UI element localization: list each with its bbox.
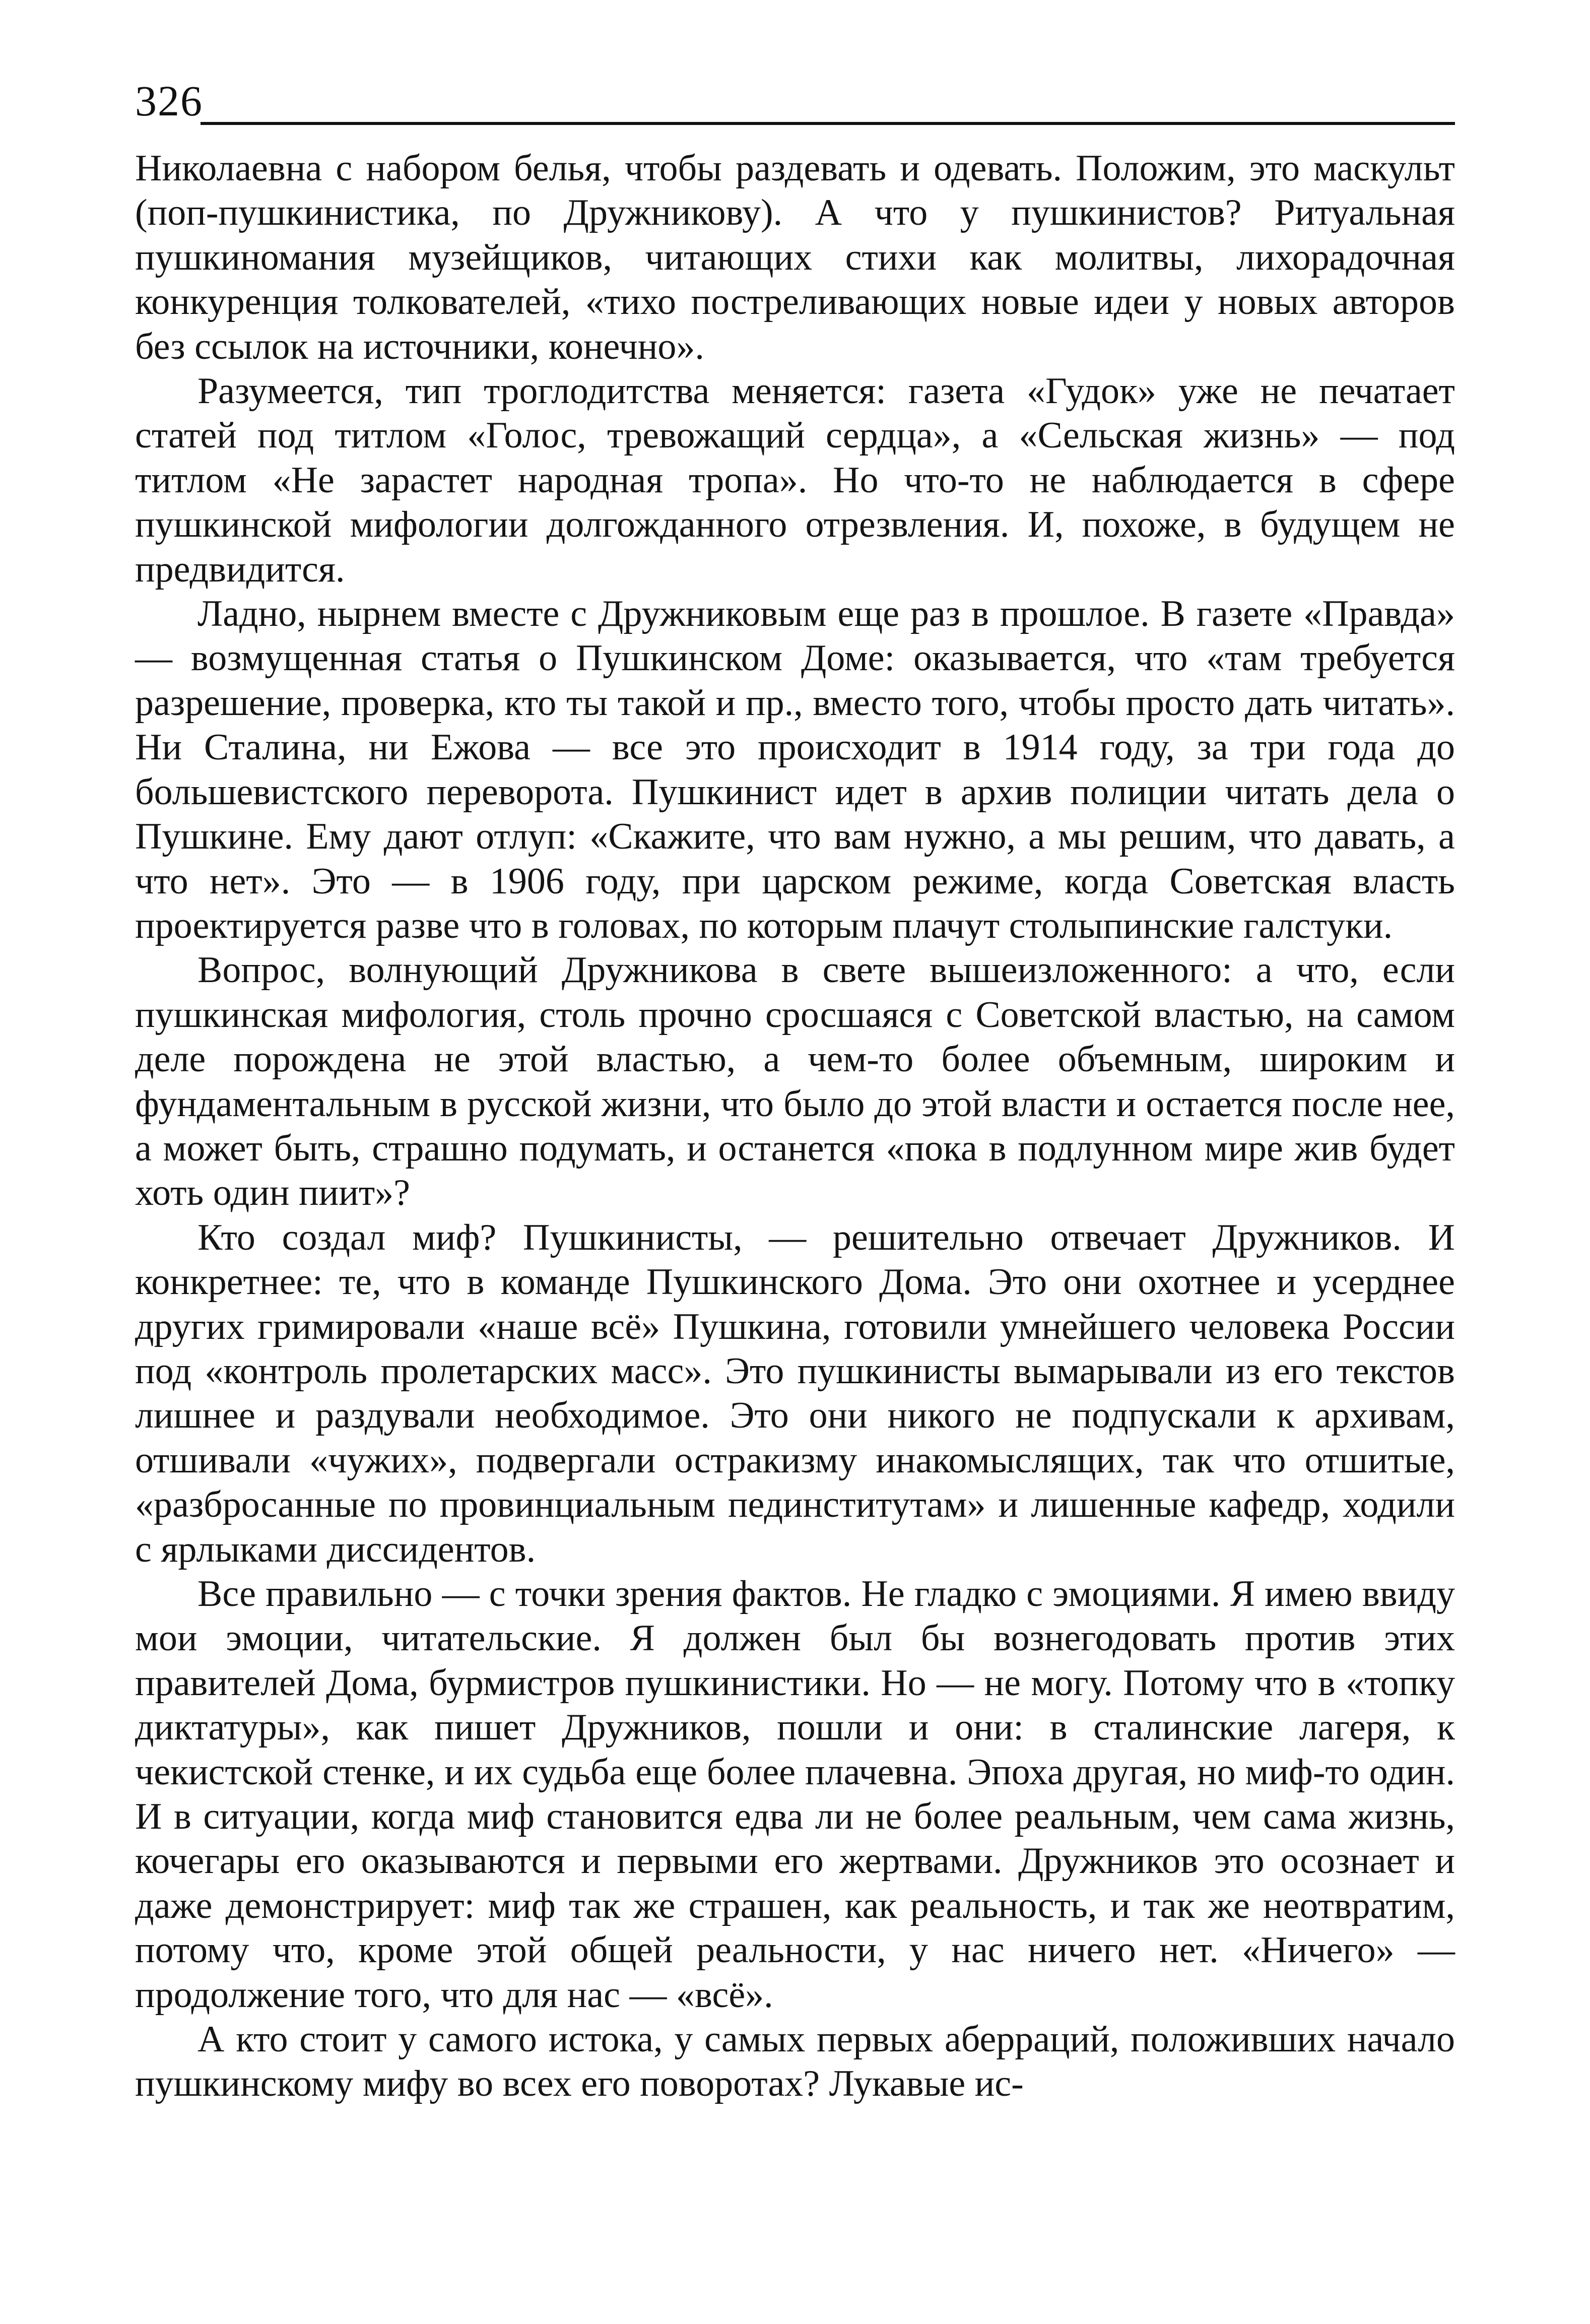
paragraph: Разумеется, тип троглодитства меняется: газета «Гудок» уже не печатает статей под титлом «Голос, тревожащий сердца», а «Сельская жизнь» — под титлом «Не зарастет народная тропа». Но что-то не наблюдается в сфере пушкинской мифологии долгожданного отрезвления. И, похоже, в будущем не предвидится. — [135, 370, 1455, 590]
page-number: 326 — [135, 77, 203, 125]
paragraph: Кто создал миф? Пушкинисты, — решительно отвечает Дружников. И конкретнее: те, что в команде Пушкинского Дома. Это они охотнее и усерднее других гримировали «наше всё» Пушкина, готовили умнейшего человека России под «контроль пролетарских масс». Это пушкинисты вымарывали из его текстов лишнее и раздували необходимое. Это они никого не подпускали к архивам, отшивали «чужих», подвергали остракизму инакомыслящих, так что отшитые, «разбросанные по провинциальным пединститутам» и лишенные кафедр, ходили с ярлыками диссидентов. — [135, 1216, 1455, 1570]
paragraph: Вопрос, волнующий Дружникова в свете вышеизложенного: а что, если пушкинская мифология, столь прочно сросшаяся с Советской властью, на самом деле порождена не этой властью, а чем-то более объемным, широким и фундаментальным в русской жизни, что было до этой власти и остается после нее, а может быть, страшно подумать, и останется «пока в подлунном мире жив будет хоть один пиит»? — [135, 949, 1455, 1214]
paragraph: Ладно, нырнем вместе с Дружниковым еще раз в прошлое. В газете «Правда» — возмущенная статья о Пушкинском Доме: оказывается, что «там требуется разрешение, проверка, кто ты такой и пр., вместо того, чтобы просто дать читать». Ни Сталина, ни Ежова — все это происходит в 1914 году, за три года до большевистского переворота. Пушкинист идет в архив полиции читать дела о Пушкине. Ему дают отлуп: «Скажите, что вам нужно, а мы решим, что давать, а что нет». Это — в 1906 году, при царском режиме, когда Советская власть проектируется разве что в головах, по которым плачут столыпинские галстуки. — [135, 593, 1455, 946]
paragraph: Все правильно — с точки зрения фактов. Не гладко с эмоциями. Я имею ввиду мои эмоции, читательские. Я должен был бы вознегодовать против этих правителей Дома, бурмистров пушкинистики. Но — не могу. Потому что в «топку диктатуры», как пишет Дружников, пошли и они: в сталинские лагеря, к чекистской стенке, и их судьба еще более плачевна. Эпоха другая, но миф-то один. И в ситуации, когда миф становится едва ли не более реальным, чем сама жизнь, кочегары его оказываются и первыми его жертвами. Дружников это осознает и даже демонстрирует: миф так же страшен, как реальность, и так же неотвратим, потому что, кроме этой общей реальности, у нас ничего нет. «Ничего» — продолжение того, что для нас — «всё». — [135, 1573, 1455, 2016]
paragraph: Николаевна с набором белья, чтобы раздевать и одевать. Положим, это маскульт (поп-пушкинистика, по Дружникову). А что у пушкинистов? Ритуальная пушкиномания музейщиков, читающих стихи как молитвы, лихорадочная конкуренция толкователей, «тихо постреливающих новые идеи у новых авторов без ссылок на источники, конечно». — [135, 148, 1455, 367]
paragraph: А кто стоит у самого истока, у самых первых аберраций, положивших начало пушкинскому мифу во всех его поворотах? Лукавые ис- — [135, 2019, 1455, 2105]
page-header — [135, 76, 1455, 131]
header-rule — [201, 122, 1455, 125]
body-text — [135, 146, 1455, 2106]
